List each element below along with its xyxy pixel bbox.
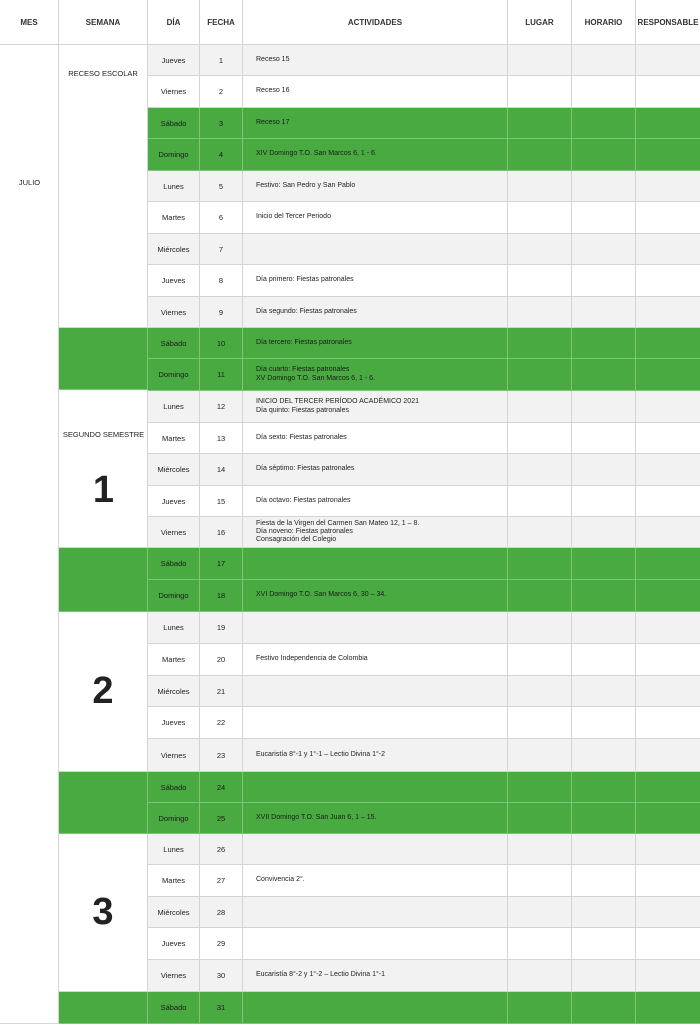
- place-cell: [508, 834, 572, 865]
- date-cell: 6: [200, 202, 243, 234]
- day-name-cell: Viernes: [148, 517, 200, 548]
- responsible-cell: [636, 76, 700, 108]
- activity-cell: [243, 772, 508, 803]
- place-cell: [508, 359, 572, 391]
- place-cell: [508, 928, 572, 960]
- place-cell: [508, 454, 572, 486]
- place-cell: [508, 297, 572, 328]
- schedule-cell: [572, 454, 636, 486]
- date-cell: 21: [200, 676, 243, 707]
- responsible-cell: [636, 423, 700, 454]
- activity-cell: Día cuarto: Fiestas patronales XV Domingo T.O. San Marcos 6, 1 - 6.: [243, 359, 508, 391]
- date-cell: 31: [200, 992, 243, 1024]
- activity-cell: Día tercero: Fiestas patronales: [243, 328, 508, 359]
- day-name-cell: Miércoles: [148, 454, 200, 486]
- activity-cell: XVI Domingo T.O. San Marcos 6, 30 – 34.: [243, 580, 508, 612]
- day-name-cell: Miércoles: [148, 234, 200, 265]
- schedule-cell: [572, 202, 636, 234]
- place-cell: [508, 612, 572, 644]
- schedule-cell: [572, 897, 636, 928]
- place-cell: [508, 803, 572, 834]
- week-weekend-block: [59, 548, 148, 612]
- day-name-cell: Jueves: [148, 265, 200, 297]
- day-name-cell: Martes: [148, 202, 200, 234]
- responsible-cell: [636, 992, 700, 1024]
- place-cell: [508, 234, 572, 265]
- activity-cell: Eucaristía 8°-1 y 1°-1 – Lectio Divina 1°-2: [243, 739, 508, 772]
- month-label: JULIO: [18, 178, 41, 187]
- schedule-cell: [572, 928, 636, 960]
- responsible-cell: [636, 803, 700, 834]
- day-name-cell: Viernes: [148, 960, 200, 992]
- responsible-cell: [636, 517, 700, 548]
- date-cell: 7: [200, 234, 243, 265]
- activity-cell: Eucaristía 8°-2 y 1°-2 – Lectio Divina 1°-1: [243, 960, 508, 992]
- responsible-cell: [636, 359, 700, 391]
- week-receso-label: RECESO ESCOLAR: [68, 69, 138, 78]
- schedule-cell: [572, 992, 636, 1024]
- schedule-cell: [572, 45, 636, 76]
- week-1-cell: [59, 390, 148, 548]
- day-name-cell: Domingo: [148, 139, 200, 171]
- responsible-cell: [636, 454, 700, 486]
- activity-cell: [243, 234, 508, 265]
- responsible-cell: [636, 897, 700, 928]
- week-3-number: 3: [92, 891, 114, 933]
- activity-cell: Fiesta de la Virgen del Carmen San Mateo 12, 1 – 8. Día noveno: Fiestas patronales Consagración del Colegio: [243, 517, 508, 548]
- date-cell: 26: [200, 834, 243, 865]
- activity-cell: Inicio del Tercer Periodo: [243, 202, 508, 234]
- date-cell: 25: [200, 803, 243, 834]
- header-responsable: RESPONSABLE: [636, 0, 700, 45]
- header-mes: MES: [0, 0, 59, 45]
- date-cell: 8: [200, 265, 243, 297]
- activity-cell: Día sexto: Fiestas patronales: [243, 423, 508, 454]
- schedule-cell: [572, 328, 636, 359]
- activity-cell: [243, 612, 508, 644]
- schedule-cell: [572, 707, 636, 739]
- place-cell: [508, 644, 572, 676]
- place-cell: [508, 202, 572, 234]
- place-cell: [508, 739, 572, 772]
- responsible-cell: [636, 45, 700, 76]
- activity-cell: Receso 17: [243, 108, 508, 139]
- place-cell: [508, 772, 572, 803]
- activity-cell: [243, 897, 508, 928]
- day-name-cell: Lunes: [148, 171, 200, 202]
- date-cell: 29: [200, 928, 243, 960]
- place-cell: [508, 897, 572, 928]
- responsible-cell: [636, 486, 700, 517]
- schedule-cell: [572, 676, 636, 707]
- day-name-cell: Lunes: [148, 834, 200, 865]
- responsible-cell: [636, 707, 700, 739]
- activity-cell: XVII Domingo T.O. San Juan 6, 1 – 15.: [243, 803, 508, 834]
- place-cell: [508, 580, 572, 612]
- date-cell: 5: [200, 171, 243, 202]
- activity-cell: [243, 834, 508, 865]
- place-cell: [508, 171, 572, 202]
- activity-cell: Convivencia 2°.: [243, 865, 508, 897]
- day-name-cell: Domingo: [148, 359, 200, 391]
- responsible-cell: [636, 202, 700, 234]
- schedule-cell: [572, 359, 636, 391]
- week-weekend-block: [59, 772, 148, 834]
- activity-cell: XIV Domingo T.O. San Marcos 6, 1 - 6.: [243, 139, 508, 171]
- header-actividades: ACTIVIDADES: [243, 0, 508, 45]
- date-cell: 20: [200, 644, 243, 676]
- header-fecha: FECHA: [200, 0, 243, 45]
- date-cell: 27: [200, 865, 243, 897]
- activity-cell: [243, 548, 508, 580]
- day-name-cell: Sábado: [148, 108, 200, 139]
- activity-cell: [243, 928, 508, 960]
- responsible-cell: [636, 928, 700, 960]
- schedule-cell: [572, 548, 636, 580]
- responsible-cell: [636, 108, 700, 139]
- date-cell: 4: [200, 139, 243, 171]
- header-lugar: LUGAR: [508, 0, 572, 45]
- day-name-cell: Martes: [148, 644, 200, 676]
- place-cell: [508, 139, 572, 171]
- date-cell: 16: [200, 517, 243, 548]
- schedule-cell: [572, 234, 636, 265]
- activity-cell: Receso 15: [243, 45, 508, 76]
- responsible-cell: [636, 612, 700, 644]
- responsible-cell: [636, 834, 700, 865]
- schedule-cell: [572, 486, 636, 517]
- place-cell: [508, 486, 572, 517]
- place-cell: [508, 707, 572, 739]
- place-cell: [508, 108, 572, 139]
- place-cell: [508, 960, 572, 992]
- responsible-cell: [636, 865, 700, 897]
- week-segundo-semestre-label: SEGUNDO SEMESTRE: [62, 430, 145, 439]
- schedule-cell: [572, 644, 636, 676]
- responsible-cell: [636, 739, 700, 772]
- day-name-cell: Lunes: [148, 612, 200, 644]
- schedule-cell: [572, 580, 636, 612]
- schedule-cell: [572, 517, 636, 548]
- schedule-cell: [572, 739, 636, 772]
- schedule-cell: [572, 865, 636, 897]
- header-dia: DÍA: [148, 0, 200, 45]
- schedule-cell: [572, 171, 636, 202]
- responsible-cell: [636, 265, 700, 297]
- date-cell: 10: [200, 328, 243, 359]
- date-cell: 1: [200, 45, 243, 76]
- schedule-cell: [572, 772, 636, 803]
- date-cell: 17: [200, 548, 243, 580]
- place-cell: [508, 45, 572, 76]
- week-weekend-block: [59, 992, 148, 1024]
- responsible-cell: [636, 139, 700, 171]
- date-cell: 22: [200, 707, 243, 739]
- responsible-cell: [636, 234, 700, 265]
- date-cell: 23: [200, 739, 243, 772]
- week-2-number: 2: [92, 670, 114, 712]
- week-2-cell: [59, 612, 148, 772]
- day-name-cell: Miércoles: [148, 676, 200, 707]
- activity-cell: Festivo Independencia de Colombia: [243, 644, 508, 676]
- responsible-cell: [636, 548, 700, 580]
- schedule-cell: [572, 391, 636, 423]
- activity-cell: Día séptimo: Fiestas patronales: [243, 454, 508, 486]
- responsible-cell: [636, 676, 700, 707]
- day-name-cell: Jueves: [148, 707, 200, 739]
- date-cell: 14: [200, 454, 243, 486]
- activity-cell: Receso 16: [243, 76, 508, 108]
- day-name-cell: Sábado: [148, 992, 200, 1024]
- day-name-cell: Domingo: [148, 803, 200, 834]
- date-cell: 3: [200, 108, 243, 139]
- place-cell: [508, 76, 572, 108]
- responsible-cell: [636, 297, 700, 328]
- place-cell: [508, 328, 572, 359]
- date-cell: 24: [200, 772, 243, 803]
- place-cell: [508, 676, 572, 707]
- day-name-cell: Jueves: [148, 486, 200, 517]
- day-name-cell: Sábado: [148, 548, 200, 580]
- responsible-cell: [636, 644, 700, 676]
- date-cell: 18: [200, 580, 243, 612]
- schedule-cell: [572, 960, 636, 992]
- week-weekend-block: [59, 328, 148, 390]
- header-horario: HORARIO: [572, 0, 636, 45]
- place-cell: [508, 548, 572, 580]
- responsible-cell: [636, 580, 700, 612]
- activity-cell: Día primero: Fiestas patronales: [243, 265, 508, 297]
- responsible-cell: [636, 391, 700, 423]
- responsible-cell: [636, 171, 700, 202]
- day-name-cell: Viernes: [148, 739, 200, 772]
- schedule-cell: [572, 834, 636, 865]
- responsible-cell: [636, 772, 700, 803]
- schedule-cell: [572, 423, 636, 454]
- activity-cell: Festivo: San Pedro y San Pablo: [243, 171, 508, 202]
- day-name-cell: Sábado: [148, 328, 200, 359]
- activity-cell: [243, 707, 508, 739]
- date-cell: 30: [200, 960, 243, 992]
- schedule-cell: [572, 108, 636, 139]
- date-cell: 11: [200, 359, 243, 391]
- month-cell: [0, 45, 59, 1024]
- place-cell: [508, 992, 572, 1024]
- schedule-cell: [572, 76, 636, 108]
- day-name-cell: Martes: [148, 423, 200, 454]
- place-cell: [508, 517, 572, 548]
- day-name-cell: Domingo: [148, 580, 200, 612]
- schedule-cell: [572, 139, 636, 171]
- date-cell: 12: [200, 391, 243, 423]
- day-name-cell: Martes: [148, 865, 200, 897]
- date-cell: 2: [200, 76, 243, 108]
- activity-cell: Día segundo: Fiestas patronales: [243, 297, 508, 328]
- week-3-cell: [59, 834, 148, 992]
- date-cell: 19: [200, 612, 243, 644]
- day-name-cell: Miércoles: [148, 897, 200, 928]
- date-cell: 15: [200, 486, 243, 517]
- week-receso-cell: [59, 45, 148, 328]
- place-cell: [508, 423, 572, 454]
- activity-cell: [243, 676, 508, 707]
- day-name-cell: Jueves: [148, 928, 200, 960]
- header-semana: SEMANA: [59, 0, 148, 45]
- day-name-cell: Viernes: [148, 297, 200, 328]
- date-cell: 9: [200, 297, 243, 328]
- activity-cell: Día octavo: Fiestas patronales: [243, 486, 508, 517]
- day-name-cell: Jueves: [148, 45, 200, 76]
- schedule-cell: [572, 803, 636, 834]
- activity-cell: [243, 992, 508, 1024]
- place-cell: [508, 265, 572, 297]
- schedule-cell: [572, 265, 636, 297]
- place-cell: [508, 391, 572, 423]
- activity-cell: INICIO DEL TERCER PERÍODO ACADÉMICO 2021 Día quinto: Fiestas patronales: [243, 391, 508, 423]
- date-cell: 13: [200, 423, 243, 454]
- responsible-cell: [636, 328, 700, 359]
- week-1-number: 1: [92, 469, 115, 511]
- day-name-cell: Viernes: [148, 76, 200, 108]
- date-cell: 28: [200, 897, 243, 928]
- responsible-cell: [636, 960, 700, 992]
- schedule-cell: [572, 612, 636, 644]
- day-name-cell: Sábado: [148, 772, 200, 803]
- day-name-cell: Lunes: [148, 391, 200, 423]
- schedule-cell: [572, 297, 636, 328]
- place-cell: [508, 865, 572, 897]
